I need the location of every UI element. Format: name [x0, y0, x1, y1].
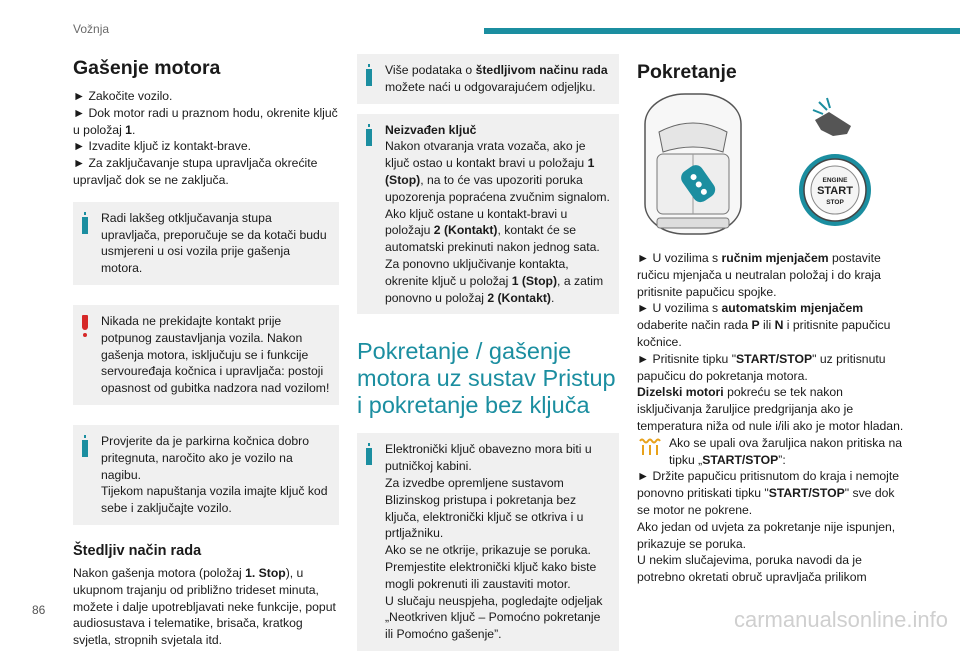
info-note-eco: Više podataka o štedljivom načinu rada možete naći u odgovarajućem odjeljku. — [357, 54, 619, 104]
info-icon — [366, 443, 372, 465]
svg-text:START: START — [817, 185, 853, 197]
start-illustration — [637, 92, 905, 236]
info-icon — [82, 435, 88, 457]
svg-text:ENGINE: ENGINE — [822, 177, 848, 184]
preheat-lamp-icon — [637, 435, 663, 457]
start-condition-note: Ako jedan od uvjeta za pokretanje nije ispunjen, prikazuje se poruka. — [637, 519, 896, 551]
press-hand-icon — [813, 98, 851, 136]
car-top-view-icon — [645, 94, 741, 234]
info-note-parking: Provjerite da je parkirna kočnica dobro pritegnuta, naročito ako je vozilo na nagibu. Tijekom napuštanja vozila imajte ključ kod sebe i zaključajte vozilo. — [73, 425, 339, 525]
page-number: 86 — [32, 603, 46, 617]
info-icon — [82, 212, 88, 234]
automatic-gearbox-step: ► U vozilima s automatskim mjenjačem odaberite način rada P ili N i pritisnite papučicu kočnice. — [637, 301, 891, 349]
info-note-electronic-key: Elektronički ključ obavezno mora biti u putničkoj kabini. Za izvedbe opremljene sustavom Blizinskog pristupa i pokretanja bez ključa, elektronički ključ se otkriva i u prtljažniku. Ako se ne otkrije, prikazuje se poruka. Premjestite elektronički ključ kako biste mogli pokrenuti ili zaustaviti motor. U slučaju neuspjeha, pogledajte odjeljak „Neotkriven ključ – Pomoćno pokretanje ili Pomoćno gašenje”. — [357, 433, 619, 651]
step-brake: ► Zakočite vozilo. — [73, 89, 173, 103]
column-2 — [357, 54, 619, 651]
watermark: carmanualsonline.info — [733, 607, 948, 632]
info-icon — [366, 124, 372, 146]
heading-keyless-start: Pokretanje / gašenje motora uz sustav Pristup i pokretanje bez ključa — [357, 338, 616, 419]
heading-eco-mode: Štedljiv način rada — [73, 542, 202, 559]
column-1 — [73, 54, 339, 649]
start-stop-button-icon — [799, 154, 871, 226]
step-remove-key: ► Izvadite ključ iz kontakt-brave. — [73, 139, 252, 154]
manual-gearbox-step: ► U vozilima s ručnim mjenjačem postavite ručicu mjenjača u neutralan položaj i do kraja pritisnite papučicu spojke. — [637, 251, 881, 299]
heading-start: Pokretanje — [637, 61, 737, 83]
heading-engine-off: Gašenje motora — [73, 57, 221, 79]
header-accent-bar — [484, 28, 960, 34]
step-lock-steering: ► Za zaključavanje stupa upravljača okrećite upravljač dok se ne zaključa. — [73, 156, 318, 187]
info-icon — [366, 64, 372, 86]
car-key-start-button-illustration — [637, 92, 905, 236]
section-header: Vožnja — [73, 22, 110, 36]
warning-icon — [82, 315, 88, 337]
diesel-note: Dizelski motori pokreću se tek nakon isključivanja žaruljice predgrijanja ako je temperatura niža od nule i/ili ako je motor hladan. — [637, 385, 904, 433]
hold-pedal-step: ► Držite papučicu pritisnutom do kraja i nemojte ponovno pritiskati tipku "START/STOP" sve dok se motor ne pokrene. — [637, 469, 900, 517]
warning-note: Nikada ne prekidajte kontakt prije potpunog zaustavljanja vozila. Nakon gašenja motora, isključuju se i funkcije servouređaja kočnica i upravljača: postoji opasnost od gubitka nadzora nad vozilom! — [73, 305, 339, 405]
eco-mode-text: Nakon gašenja motora (položaj 1. Stop), u ukupnom trajanju od približno trideset minuta, možete i dalje upotrebljavati neke funkcije, poput audiosustava i telematike, brisača, kratkog svjetla, stropnih svjetala itd. — [73, 565, 336, 648]
info-note-steering: Radi lakšeg otključavanja stupa upravljača, preporučuje se da kotači budu usmjereni u osi vozila prije gašenja motora. — [73, 202, 339, 285]
steering-note: U nekim slučajevima, poruka navodi da je potrebno okretati obruč upravljača prilikom — [637, 553, 867, 585]
column-3 — [637, 54, 905, 586]
svg-text:STOP: STOP — [826, 199, 844, 206]
press-start-step: ► Pritisnite tipku "START/STOP" uz pritisnutu papučicu do pokretanja motora. — [637, 351, 886, 383]
preheat-warning-row: Ako se upali ova žaruljica nakon pritiska na tipku „START/STOP”: — [637, 435, 905, 469]
info-note-key-left: Neizvađen ključ Nakon otvaranja vrata vozača, ako je ključ ostao u kontakt bravi u položaju 1 (Stop), na to će vas upozoriti poruka upozorenja popraćena zvučnim signalom. Ako ključ ostane u kontakt-bravi u položaju 2 (Kontakt), kontakt će se automatski prekinuti nakon jednog sata. Za ponovno uključivanje kontakta, okrenite ključ u položaj 1 (Stop), a zatim ponovno u položaj 2 (Kontakt). — [357, 114, 619, 315]
step-turn-key: ► Dok motor radi u praznom hodu, okrenite ključ u položaj 1. — [73, 105, 338, 137]
